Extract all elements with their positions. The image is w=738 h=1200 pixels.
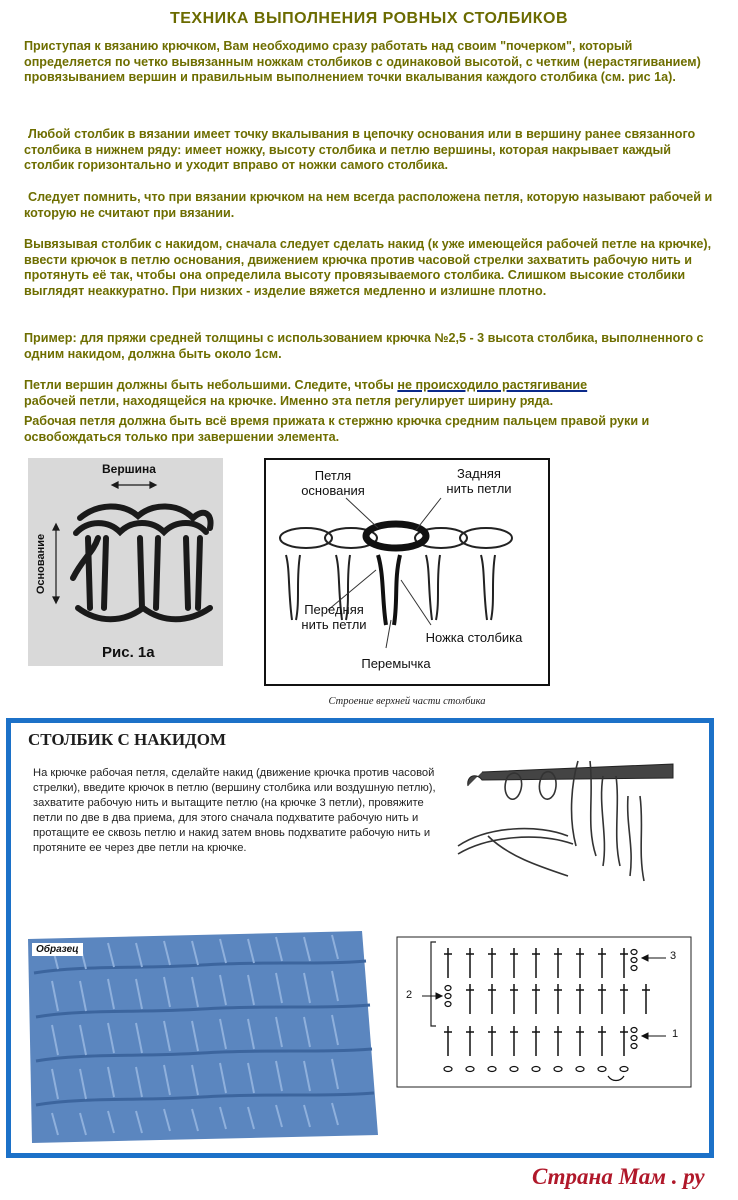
- paragraph-top-loops-end: рабочей петли, находящейся на крючке. Именно эта петля регулирует ширину ряда.: [24, 393, 554, 408]
- paragraph-top-loops: [24, 378, 714, 409]
- label-back-thread: Задняя нить петли: [446, 466, 512, 496]
- figure-1a-side-label: Основание: [35, 533, 47, 595]
- figure-1a-drawing: [28, 458, 223, 666]
- underlined-phrase: не происходило растягивание: [397, 378, 588, 392]
- crochet-chart-drawing: [396, 936, 692, 1088]
- figure-1a-caption: Рис. 1а: [102, 644, 155, 661]
- paragraph-stitch-anatomy: Любой столбик в вязании имеет точку вкалывания в цепочку основания или в вершину ранее связанного столбика в нижнем ряду: имеет ножку, высоту столбика и петлю вершины, которая накрывает каждый столбик горизонтально и уходит вправо от ножки самого столбика.: [24, 127, 696, 173]
- figure-stitch-structure: [264, 458, 550, 686]
- crochet-chart: [396, 936, 692, 1088]
- panel-instructions: На крючке рабочая петля, сделайте накид (движение крючка против часовой стрелки), введите крючок в петлю (вершину столбика или воздушную петлю), захватите рабочую нить и вытащите петлю (на крючке 3 петли), провяжите петли по две в два приема, для этого сначала подхватите рабочую нить и протащите ее сквозь петлю и накид затем вновь подхватите рабочую нить и протяните ее через две петли на крючке.: [33, 767, 436, 854]
- panel-title: СТОЛБИК С НАКИДОМ: [28, 730, 227, 749]
- figure-1a-top-label: Вершина: [102, 462, 156, 476]
- row-number-3: 3: [670, 950, 677, 962]
- label-base-loop: Петля основания: [301, 468, 365, 498]
- paragraph-double-crochet: Вывязывая столбик с накидом, сначала следует сделать накид (к уже имеющейся рабочей петле на крючке), ввести крючок в петлю основания, движением крючка против часовой стрелки захватить рабочую нить и протянуть её так, чтобы она определила высоту провязываемого столбика. Слишком высокие столбики выглядят неаккуратно. При низких - изделие вяжется медленно и излишне плотно.: [24, 237, 712, 298]
- paragraph-example: Пример: для пряжи средней толщины с использованием крючка №2,5 - 3 высота столбика, выполненного с одним накидом, должна быть около 1см.: [24, 331, 704, 361]
- figure-1a: [28, 458, 223, 666]
- label-front-thread: Передняя нить петли: [301, 602, 367, 632]
- figure-stitch-structure-caption: Строение верхней части столбика: [328, 696, 486, 707]
- paragraph-working-loop: Следует помнить, что при вязании крючком на нем всегда расположена петля, которую называют рабочей и которую не считают при вязании.: [24, 190, 713, 220]
- row-number-1: 1: [672, 1028, 679, 1040]
- sample-photo: [22, 925, 380, 1147]
- sample-label: Образец: [32, 943, 83, 956]
- page-title: ТЕХНИКА ВЫПОЛНЕНИЯ РОВНЫХ СТОЛБИКОВ: [169, 10, 569, 27]
- hook-drawing: [448, 736, 688, 896]
- label-bridge: Перемычка: [361, 656, 431, 671]
- row-number-2: 2: [406, 989, 413, 1001]
- site-watermark: Страна Мам . ру: [532, 1164, 705, 1189]
- paragraph-top-loops-start: Петли вершин должны быть небольшими. Следите, чтобы: [24, 378, 398, 392]
- paragraph-finger-hold: Рабочая петля должна быть всё время прижата к стержню крючка средним пальцем правой руки и освобождаться только при завершении элемента.: [24, 414, 650, 444]
- sample-swatch-drawing: [22, 925, 380, 1147]
- hook-illustration: [448, 736, 688, 896]
- paragraph-handwriting: Приступая к вязанию крючком, Вам необходимо сразу работать над своим "почерком", который определяется по четко вывязанным ножкам столбиков с одинаковой высотой, с четким (нерастягиванием) провязыванием вершин и правильным выполнением точки вкалывания каждого столбика (см. рис 1а).: [24, 39, 701, 85]
- label-stem: Ножка столбика: [425, 630, 523, 645]
